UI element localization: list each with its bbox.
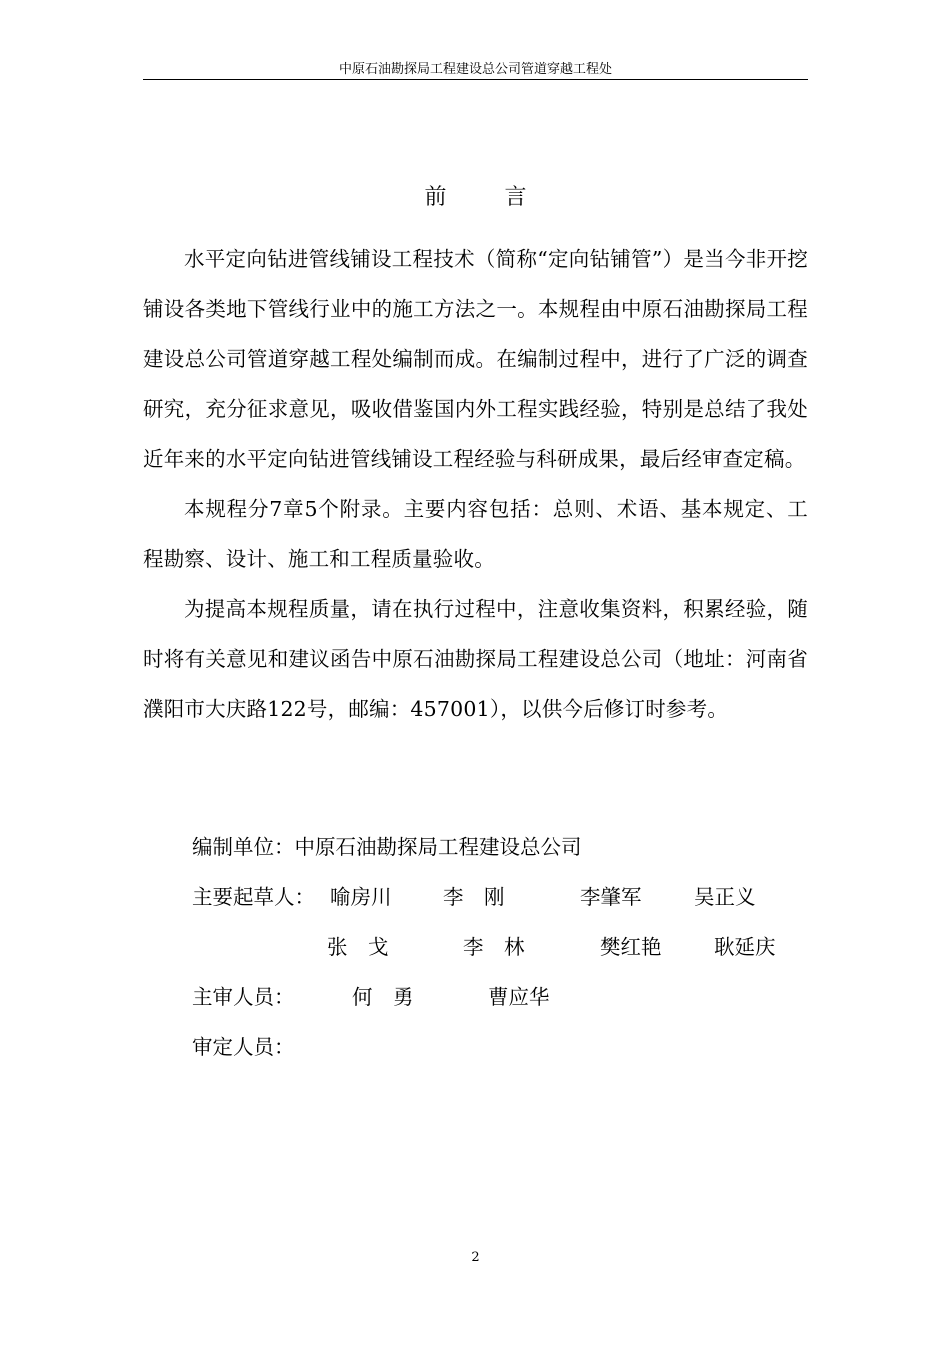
paragraph-3: 为提高本规程质量，请在执行过程中，注意收集资料，积累经验，随时将有关意见和建议函告中原石油勘探局工程建设总公司（地址：河南省濮阳市大庆路122号，邮编：457001），以供今后修订时参考。 bbox=[143, 597, 808, 721]
paragraph-1: 水平定向钻进管线铺设工程技术（简称“定向钻铺管”）是当今非开挖铺设各类地下管线行业中的施工方法之一。本规程由中原石油勘探局工程建设总公司管道穿越工程处编制而成。在编制过程中，进行了广泛的调查研究，充分征求意见，吸收借鉴国内外工程实践经验，特别是总结了我处近年来的水平定向钻进管线铺设工程经验与科研成果，最后经审查定稿。 bbox=[143, 247, 808, 471]
compiler-value: 中原石油勘探局工程建设总公司 bbox=[294, 835, 582, 859]
page-title bbox=[143, 183, 808, 213]
drafter-name: 吴正义 bbox=[694, 885, 756, 909]
chief-reviewers-label: 主审人员： bbox=[192, 985, 295, 1009]
title-char-2: 言 bbox=[504, 185, 527, 210]
drafter-name: 李 刚 bbox=[443, 885, 505, 909]
page-number: 2 bbox=[471, 1250, 480, 1265]
drafter-name: 李 林 bbox=[463, 935, 525, 959]
paragraph-2: 本规程分7章5个附录。主要内容包括：总则、术语、基本规定、工程勘察、设计、施工和工程质量验收。 bbox=[143, 497, 808, 571]
compiler-line bbox=[192, 832, 582, 862]
drafter-name: 张 戈 bbox=[327, 935, 389, 959]
drafter-name: 樊红艳 bbox=[600, 935, 662, 959]
compiler-label: 编制单位： bbox=[192, 835, 295, 859]
drafters-label: 主要起草人： bbox=[192, 885, 315, 909]
page-header: 中原石油勘探局工程建设总公司管道穿越工程处 bbox=[338, 62, 612, 77]
drafter-name: 李肇军 bbox=[580, 885, 642, 909]
drafter-name: 喻房川 bbox=[330, 885, 392, 909]
chief-reviewer-name: 何 勇 bbox=[352, 985, 414, 1009]
header-rule bbox=[143, 79, 808, 80]
title-char-1: 前 bbox=[424, 185, 447, 210]
chief-reviewer-name: 曹应华 bbox=[488, 985, 550, 1009]
approvers-label: 审定人员： bbox=[192, 1035, 295, 1059]
drafter-name: 耿延庆 bbox=[714, 935, 776, 959]
preface-body bbox=[143, 234, 808, 734]
